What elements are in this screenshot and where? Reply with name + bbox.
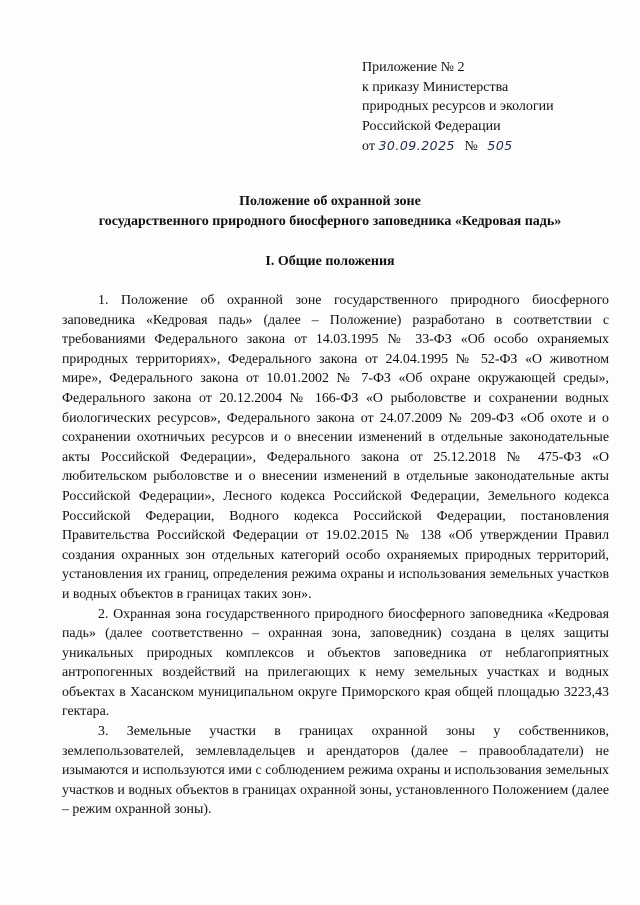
appendix-line: Приложение № 2: [362, 60, 465, 75]
appendix-line: Российской Федерации: [362, 118, 501, 134]
paragraph: 3. Земельные участки в границах охранной зоны у собственников, землепользователей, землевладельцев и арендаторов (далее – правообладатели) не изымаются и используются ими с соблюдением режима охраны и использования земельных участков и водных объектов в границах охранной зоны, установленного Положением (далее – режим охранной зоны).: [62, 724, 609, 818]
paragraph: 2. Охранная зона государственного природного биосферного заповедника «Кедровая падь» (далее соответственно – охранная зона, заповедник) создана в целях защиты уникальных природных комплексов и объектов заповедника от неблагоприятных антропогенных воздействий на прилегающих к нему земельных участках и водных объектах в Хасанском муниципальном округе Приморского края общей площадью 3223,43 гектара.: [62, 606, 609, 720]
title-line: Положение об охранной зоне: [239, 194, 421, 209]
order-date-line: [362, 136, 622, 157]
appendix-line: к приказу Министерства: [362, 79, 509, 95]
section-heading: I. Общие положения: [265, 254, 395, 269]
appendix-line: природных ресурсов и экологии: [362, 99, 554, 114]
number-prefix: №: [464, 139, 478, 154]
document-title: [40, 192, 620, 232]
appendix-block: [362, 58, 622, 157]
title-line: государственного природного биосферного заповедника «Кедровая падь»: [98, 214, 562, 229]
document-body: [62, 291, 609, 820]
paragraph: 1. Положение об охранной зоне государственного природного биосферного заповедника «Кедровая падь» (далее – Положение) разработано в соответствии с требованиями Федерального закона от 14.03.1995 № 33-ФЗ «Об особо охраняемых природных территориях», Федерального закона от 24.04.1995 № 52-ФЗ «О животном мире», Федерального закона от 10.01.2002 № 7-ФЗ «Об охране окружающей среды», Федерального закона от 20.12.2004 № 166-ФЗ «О рыболовстве и сохранении водных биологических ресурсов», Федерального закона от 24.07.2009 № 209-ФЗ «Об охоте и о сохранении охотничьих ресурсов и о внесении изменений в отдельные законодательные акты Российской Федерации», Федерального закона от 25.12.2018 № 475-ФЗ «О любительском рыболовстве и о внесении изменений в отдельные законодательные акты Российской Федерации», Лесного кодекса Российской Федерации, Земельного кодекса Российской Федерации, Водного кодекса Российской Федерации, постановления Правительства Российской Федерации от 19.02.2015 № 138 «Об утверждении Правил создания охранных зон отдельных категорий особо охраняемых природных территорий, установления их границ, определения режима охраны и использования земельных участков и водных объектов в границах таких зон».: [62, 293, 609, 602]
handwritten-number: 505: [487, 138, 513, 153]
handwritten-date: 30.09.2025: [378, 138, 456, 153]
date-prefix: от: [362, 139, 375, 154]
